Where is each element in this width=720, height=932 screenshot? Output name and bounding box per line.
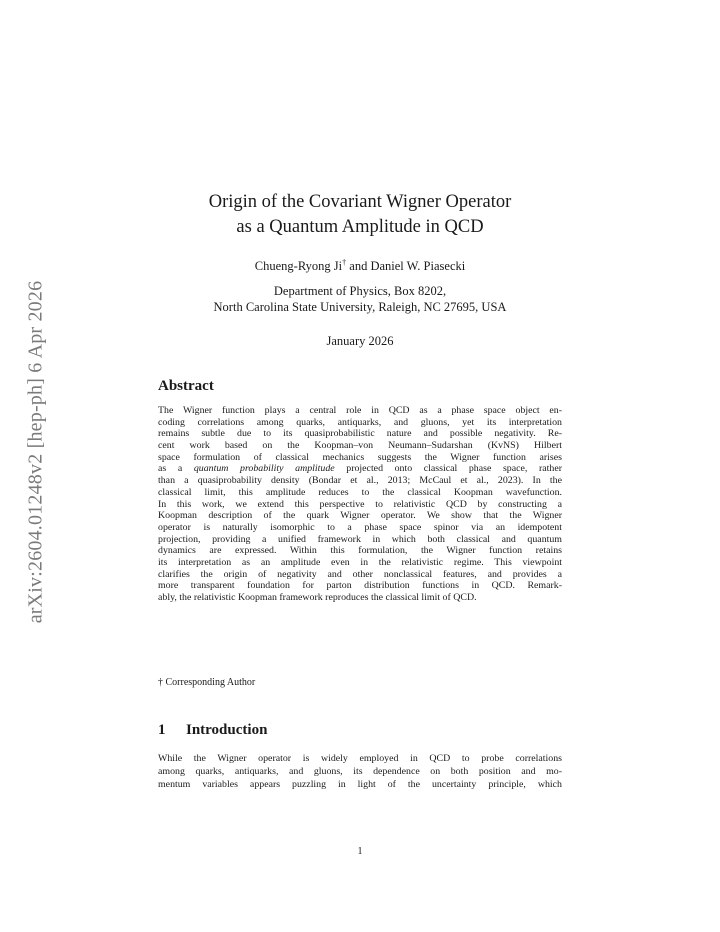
paper-title	[158, 190, 562, 240]
introduction-body	[158, 753, 562, 791]
author-list	[158, 258, 562, 274]
author-first: Chueng-Ryong Ji	[254, 259, 343, 274]
abstract-line: Koopman description of the quark Wigner operator. We show that the Wigner	[158, 510, 562, 522]
abstract-line: than a quasiprobability density (Bondar et al., 2013; McCaul et al., 2023). In the	[158, 475, 562, 487]
abstract-line-6-pre: as a	[158, 463, 194, 475]
paper-page	[158, 0, 562, 932]
section-number: 1	[158, 722, 166, 738]
arxiv-identifier-stamp: arXiv:2604.01248v2 [hep-ph] 6 Apr 2026	[24, 280, 47, 624]
introduction-line: While the Wigner operator is widely employed in QCD to probe correlations	[158, 753, 562, 764]
abstract-line: ably, the relativistic Koopman framework reproduces the classical limit of QCD.	[158, 592, 477, 603]
author-rest: and Daniel W. Piasecki	[346, 259, 466, 274]
introduction-line: mentum variables appears puzzling in light of the uncertainty principle, which	[158, 778, 562, 790]
abstract-line: projection, providing a unified framework in which both classical and quantum	[158, 533, 562, 545]
corresponding-author-footnote: † Corresponding Author	[158, 677, 256, 688]
abstract-line: dynamics are expressed. Within this formulation, the Wigner function retains	[158, 545, 562, 557]
quantum-probability-amplitude-emphasis: quantum probability amplitude	[193, 463, 335, 475]
abstract-line-6-post: projected onto classical phase space, rather	[334, 463, 562, 475]
abstract-line: clarifies the origin of negativity and other nonclassical features, and provides a	[158, 568, 562, 580]
abstract-body	[158, 405, 562, 604]
section-title: Introduction	[186, 722, 268, 738]
corresponding-author-dagger: †	[342, 258, 347, 267]
introduction-line: among quarks, antiquarks, and gluons, its dependence on both position and mo-	[158, 765, 562, 777]
abstract-line: operator is naturally isomorphic to a phase space spinor via an idempotent	[158, 521, 562, 533]
abstract-line: cent work based on the Koopman–von Neumann–Sudarshan (KvNS) Hilbert	[158, 440, 562, 452]
abstract-line: The Wigner function plays a central role in QCD as a phase space object en-	[158, 405, 562, 416]
paper-title-line-2: as a Quantum Amplitude in QCD	[236, 217, 484, 237]
abstract-line: remains subtle due to its quasiprobabilistic nature and possible negativity. Re-	[158, 428, 562, 440]
page-number: 1	[357, 846, 363, 857]
abstract-line: its interpretation as an amplitude even in the relativistic regime. This viewpoint	[158, 556, 562, 568]
affiliation	[158, 283, 562, 315]
paper-title-line-1: Origin of the Covariant Wigner Operator	[208, 192, 512, 212]
affiliation-line-1: Department of Physics, Box 8202,	[273, 284, 447, 298]
abstract-heading: Abstract	[158, 378, 214, 394]
abstract-line: space formulation of classical mechanics suggests the Wigner function arises	[158, 451, 562, 463]
paper-date: January 2026	[326, 334, 394, 348]
abstract-line: In this work, we extend this perspective to relativistic QCD by constructing a	[158, 498, 562, 510]
section-heading-introduction	[158, 722, 267, 739]
affiliation-line-2: North Carolina State University, Raleigh, NC 27695, USA	[213, 300, 507, 314]
abstract-line-emphasis	[158, 463, 562, 475]
abstract-line: coding correlations among quarks, antiquarks, and gluons, yet its interpretation	[158, 416, 562, 428]
abstract-line: more transparent foundation for parton distribution functions in QCD. Remark-	[158, 580, 562, 592]
abstract-line: classical limit, this amplitude reduces to the classical Koopman wavefunction.	[158, 486, 562, 498]
